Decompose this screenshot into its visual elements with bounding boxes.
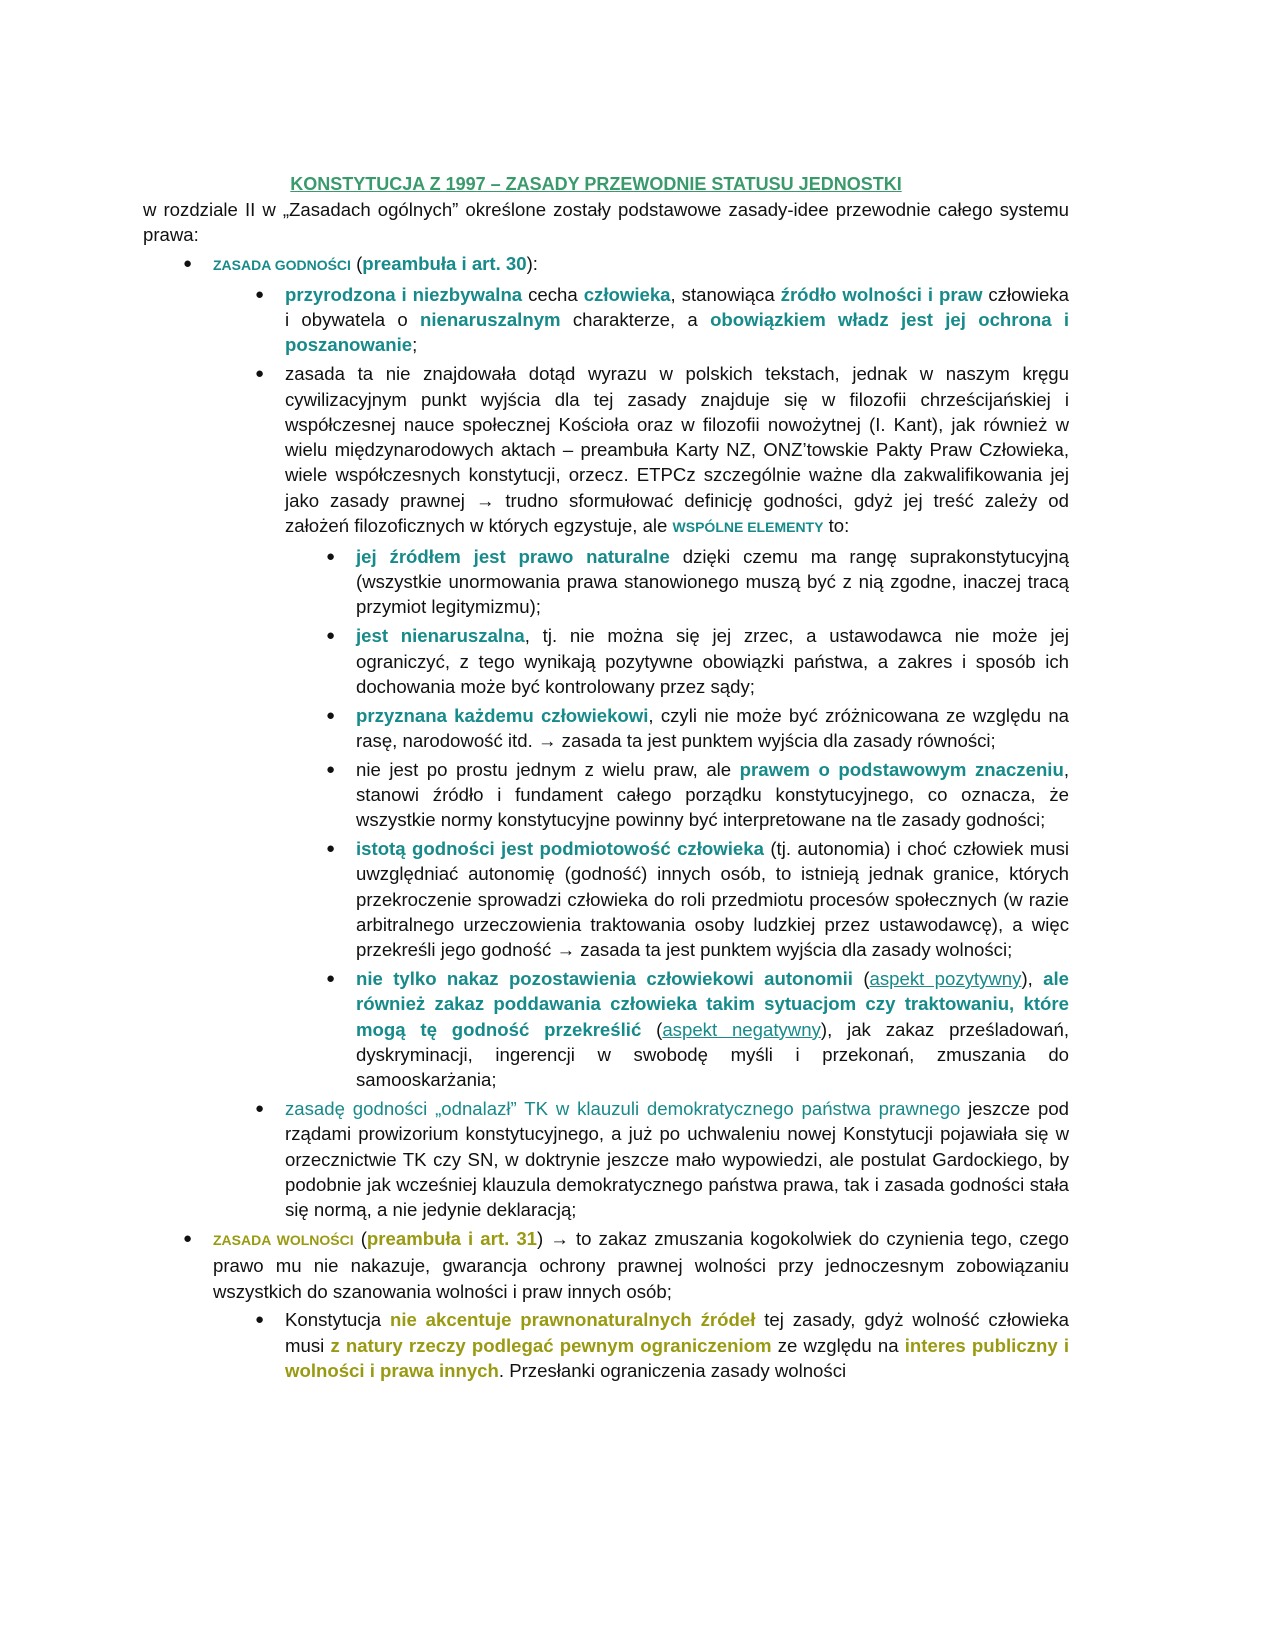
bullet-item-level-2 — [143, 361, 1069, 540]
paragraph-text — [356, 966, 1069, 1092]
highlighted-text: aspekt pozytywny — [869, 968, 1022, 990]
text-run: Konstytucja — [285, 1309, 390, 1331]
text-run: cecha — [522, 283, 584, 305]
bullet-icon: ● — [326, 627, 336, 645]
highlighted-text: przyrodzona i niezbywalna — [285, 283, 523, 305]
document-title: KONSTYTUCJA Z 1997 – ZASADY PRZEWODNIE STATUSU JEDNOSTKI — [290, 174, 902, 194]
paragraph — [143, 197, 1069, 248]
text-run: (tj. autonomia) i choć człowiek musi uwzględniać autonomię (godność) innych osób, to istnieją jednak granice, których przekroczenie sprowadzi człowieka do roli przedmiotu procesów społecznych (w razie arbitralnego urzeczowienia traktowania osoby ludzkiej przez ustawodawcę), a więc przekreśli jego godność → zasada ta jest punktem wyjścia dla zasady wolności; — [356, 838, 1069, 961]
text-run: , czyli nie może być zróżnicowana ze względu na rasę, narodowość itd. → zasada ta jest punktem wyjścia dla zasady równości; — [356, 704, 1069, 751]
paragraph-text — [356, 544, 1069, 620]
text-run: ), jak zakaz prześladowań, dyskryminacji, ingerencji w swobodę myśli i przekonań, zmuszania do samooskarżania; — [356, 1018, 1070, 1091]
highlighted-text: człowieka — [583, 283, 671, 305]
highlighted-text: nie akcentuje prawnonaturalnych źródeł — [389, 1309, 756, 1331]
text-run: nie jest po prostu jednym z wielu praw, ale — [356, 758, 740, 780]
text-run: ( — [353, 1228, 367, 1250]
bullet-icon: ● — [326, 706, 336, 724]
text-run: ) → to zakaz zmuszania kogokolwiek do czynienia tego, czego prawo mu nie nakazuje, gwarancja ochrony prawnej wolności przy jednoczesnym zobowiązaniu wszystkich do szanowania wolności i praw innych osób; — [213, 1228, 1070, 1302]
paragraph-text — [285, 282, 1069, 358]
highlighted-text: prawem o podstawowym znaczeniu — [739, 758, 1064, 780]
bullet-icon: ● — [326, 760, 336, 778]
highlighted-text: aspekt negatywny — [662, 1018, 821, 1040]
bullet-item-level-3 — [143, 623, 1069, 699]
paragraph-text — [285, 1307, 1069, 1383]
text-run: jeszcze pod rządami prowizorium konstytucyjnego, a już po uchwaleniu nowej Konstytucji pojawiała się w orzecznictwie TK czy SN, w doktrynie jeszcze mało wypowiedzi, ale postulat Gardockiego, by podobnie jak wcześniej klauzula demokratycznego państwa prawa, tak i zasada godności stała się normą, a nie jedynie deklaracją; — [285, 1098, 1069, 1221]
highlighted-text: z natury rzeczy podlegać pewnym ograniczeniom — [330, 1334, 772, 1356]
bullet-icon: ● — [255, 365, 265, 383]
bullet-item-level-2 — [143, 1096, 1069, 1222]
paragraph-text — [143, 197, 1069, 248]
paragraph-text — [285, 361, 1069, 540]
highlighted-text: ZASADA WOLNOŚCI — [213, 1232, 354, 1249]
highlighted-text: ale również zakaz poddawania człowieka takim sytuacjom czy traktowaniu, które mogą tę godność przekreślić — [356, 968, 1069, 1040]
bullet-icon: ● — [326, 840, 336, 858]
highlighted-text: istotą godności jest podmiotowość człowieka — [356, 838, 764, 860]
text-run: w rozdziale II w „Zasadach ogólnych” określone zostały podstawowe zasady-idee przewodnie całego systemu prawa: — [143, 199, 1069, 246]
highlighted-text: zasadę godności „odnalazł” TK w klauzuli demokratycznego państwa prawnego — [285, 1098, 961, 1120]
bullet-icon: ● — [326, 547, 336, 565]
highlighted-text: nie tylko nakaz pozostawienia człowiekowi autonomii — [356, 968, 853, 990]
text-run: ze względu na — [771, 1334, 905, 1356]
paragraph-text — [213, 1226, 1069, 1304]
text-run: dzięki czemu ma rangę suprakonstytucyjną (wszystkie unormowania prawa stanowionego muszą być z nią zgodne, inaczej tracą przymiot legitymizmu); — [356, 545, 1069, 618]
highlighted-text: źródło wolności i praw — [780, 283, 983, 305]
bullet-item-level-3 — [143, 836, 1069, 962]
highlighted-text: preambuła i art. 30 — [362, 253, 527, 275]
text-run: ( — [641, 1018, 663, 1040]
highlighted-text: WSPÓLNE ELEMENTY — [672, 519, 824, 536]
text-run: . Przesłanki ograniczenia zasady wolności — [498, 1360, 847, 1382]
highlighted-text: preambuła i art. 31 — [366, 1228, 538, 1250]
bullet-item-level-3 — [143, 544, 1069, 620]
highlighted-text: jej źródłem jest prawo naturalne — [356, 545, 670, 567]
text-run: , tj. nie można się jej zrzec, a ustawodawca nie może jej ograniczyć, z tego wynikają pozytywne obowiązki państwa, a zakres i sposób ich dochowania może być kontrolowany przez sądy; — [356, 625, 1069, 697]
paragraph-text — [285, 1096, 1069, 1222]
bullet-icon: ● — [255, 285, 265, 303]
highlighted-text: jest nienaruszalna — [356, 625, 525, 647]
bullet-item-level-3 — [143, 703, 1069, 754]
document-body — [143, 197, 1069, 1383]
paragraph-text — [356, 836, 1069, 962]
text-run: człowieka i obywatela o — [285, 283, 1069, 331]
text-run: ; — [412, 334, 418, 356]
text-run: charakterze, a — [560, 309, 711, 331]
bullet-icon: ● — [255, 1311, 265, 1329]
bullet-item-level-3 — [143, 966, 1069, 1092]
paragraph-text — [356, 703, 1069, 754]
text-run: , stanowi źródło i fundament całego porządku konstytucyjnego, co oznacza, że wszystkie normy konstytucyjne powinny być interpretowane na tle zasady godności; — [356, 758, 1069, 831]
text-run: ): — [526, 253, 538, 275]
text-run: ( — [350, 253, 363, 275]
text-run: zasada ta nie znajdowała dotąd wyrazu w polskich tekstach, jednak w naszym kręgu cywilizacyjnym punkt wyjścia dla tej zasady znajduje się w filozofii chrześcijańskiej i współczesnej nauce społecznej Kościoła oraz w filozofii nowożytnej (I. Kant), jak również w wielu międzynarodowych aktach – preambuła Karty NZ, ONZ’towskie Pakty Praw Człowieka, wiele współczesnych konstytucji, orzecz. ETPCz szczególnie ważne dla zakwalifikowania jej jako zasady prawnej → trudno sformułować definicję godności, gdyż jej treść zależy od założeń filozoficznych w których egzystuje, ale — [285, 363, 1069, 537]
text-run: , stanowiąca — [670, 283, 781, 305]
paragraph-text — [356, 623, 1069, 699]
bullet-item-level-1 — [143, 251, 1069, 278]
text-run: ( — [852, 968, 870, 990]
bullet-item-level-1 — [143, 1226, 1069, 1304]
bullet-icon: ● — [326, 970, 336, 988]
text-run: tej zasady, gdyż wolność człowieka musi — [285, 1309, 1069, 1356]
bullet-icon: ● — [183, 1230, 193, 1248]
paragraph-text — [213, 251, 1069, 278]
text-run: to: — [823, 515, 850, 537]
bullet-icon: ● — [183, 255, 193, 273]
bullet-item-level-2 — [143, 282, 1069, 358]
paragraph-text — [356, 757, 1069, 833]
document-page — [143, 172, 1069, 1387]
bullet-item-level-3 — [143, 757, 1069, 833]
highlighted-text: ZASADA GODNOŚCI — [213, 257, 351, 274]
highlighted-text: przyznana każdemu człowiekowi — [356, 704, 649, 726]
highlighted-text: obowiązkiem władz jest jej ochrona i poszanowanie — [285, 309, 1070, 356]
highlighted-text: interes publiczny i wolności i prawa innych — [285, 1334, 1069, 1382]
bullet-item-level-2 — [143, 1307, 1069, 1383]
bullet-icon: ● — [255, 1100, 265, 1118]
highlighted-text: nienaruszalnym — [420, 309, 561, 331]
text-run: ), — [1021, 968, 1044, 990]
